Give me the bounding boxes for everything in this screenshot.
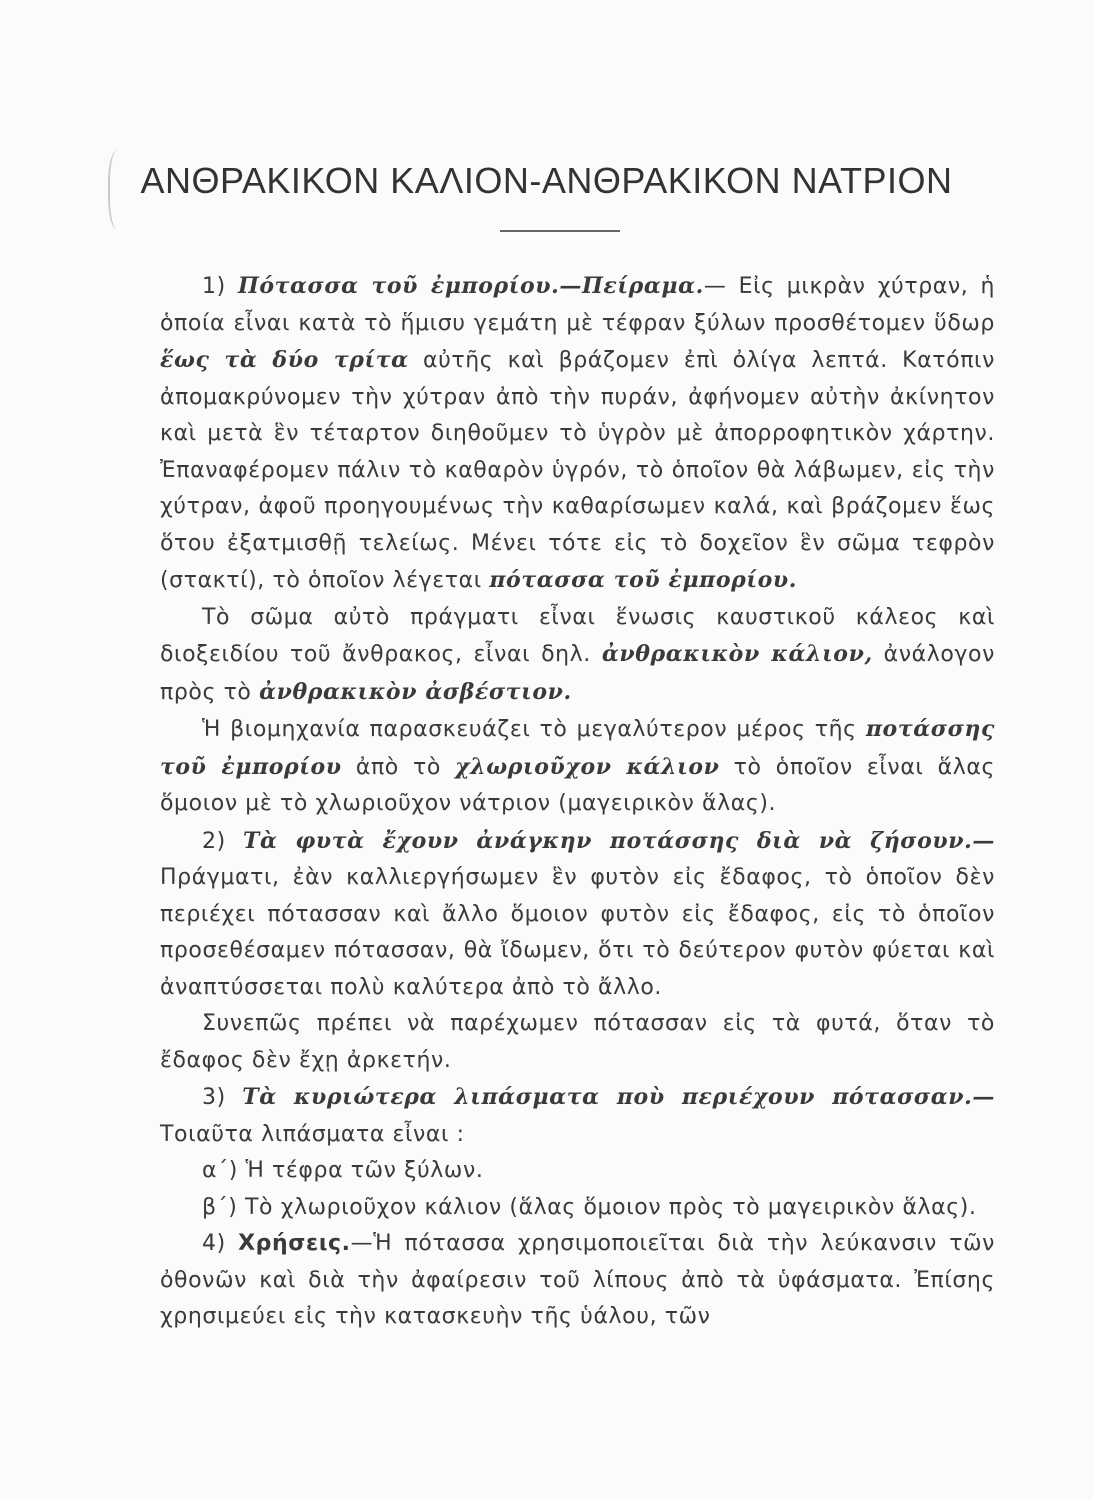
paragraph-4	[160, 823, 995, 1007]
section-heading: Τὰ κυριώτερα λιπάσματα ποὺ περιέχουν πότασσαν.—	[242, 1084, 996, 1110]
section-number: 2)	[202, 828, 226, 854]
section-number: 3)	[202, 1085, 226, 1110]
paragraph-2	[160, 600, 995, 712]
section-heading: Πότασσα τοῦ ἐμπορίου.—	[237, 273, 582, 299]
section-number: 4)	[202, 1231, 226, 1256]
paragraph-1	[160, 268, 995, 600]
paragraph-text: Τοιαῦτα λιπάσματα εἶναι :	[160, 1121, 465, 1147]
paragraph-text: Τὸ σῶμα αὐτὸ πράγματι εἶναι ἕνωσις καυστικοῦ κάλεος καὶ διοξειδίου τοῦ ἄνθρακος, εἶναι δηλ.	[160, 604, 995, 667]
section-heading: Τὰ φυτὰ ἔχουν ἀνάγκην ποτάσσης διὰ νὰ ζήσουν.—	[242, 827, 995, 854]
body-text	[160, 268, 995, 1336]
paragraph-text: —Ἡ πότασσα χρησιμοποιεῖται διὰ τὴν λεύκανσιν τῶν ὀθονῶν καὶ διὰ τὴν ἀφαίρεσιν τοῦ λίπους ἀπὸ τὰ ὑφάσματα. Ἐπίσης χρησιμεύει εἰς τὴν κατασκευὴν τῆς ὑάλου, τῶν	[160, 1231, 995, 1329]
page-title: ΑΝΘΡΑΚΙΚΟΝ ΚΑΛΙΟΝ-ΑΝΘΡΑΚΙΚΟΝ ΝΑΤΡΙΟΝ	[140, 160, 953, 201]
paragraph-text: Πράγματι, ἐὰν καλλιεργήσωμεν ἓν φυτὸν εἰς ἔδαφος, τὸ ὁποῖον δὲν περιέχει πότασσαν καὶ ἄλλο ὅμοιον φυτὸν εἰς ἔδαφος, εἰς τὸ ὁποῖον προσεθέσαμεν πότασσαν, θὰ ἴδωμεν, ὅτι τὸ δεύτερον φυτὸν φύεται καὶ ἀναπτύσσεται πολὺ καλύτερα ἀπὸ τὸ ἄλλο.	[160, 865, 995, 1000]
paragraph-text: ἀπὸ τὸ	[341, 754, 456, 780]
title-rule	[500, 230, 620, 232]
paragraph-text: ἀνάλογον πρὸς τὸ	[160, 642, 995, 705]
paragraph-text: αὐτῆς καὶ βράζομεν ἐπὶ ὀλίγα λεπτά. Κατόπιν ἀπομακρύνομεν τὴν χύτραν ἀπὸ τὴν πυράν, ἀφήνομεν αὐτὴν ἀκίνητον καὶ μετὰ ἓν τέταρτον διηθοῦμεν τὸ ὑγρὸν μὲ ἀπορροφητικὸν χάρτην. Ἐπαναφέρομεν πάλιν τὸ καθαρὸν ὑγρόν, τὸ ὁποῖον θὰ λάβωμεν, εἰς τὴν χύτραν, ἀφοῦ προηγουμένως τὴν καθαρίσωμεν καλά, καὶ βράζομεν ἕως ὅτου ἐξατμισθῇ τελείως. Μένει τότε εἰς τὸ δοχεῖον ἓν σῶμα τεφρὸν (στακτί), τὸ ὁποῖον λέγεται	[160, 348, 995, 593]
paragraph-3	[160, 711, 995, 823]
emphasis: ἕως τὰ δύο τρίτα	[160, 347, 409, 373]
list-item-a: α΄) Ἡ τέφρα τῶν ξύλων.	[202, 1158, 484, 1183]
emphasis: ἀνθρακικὸν κάλιον,	[601, 641, 873, 667]
paragraph-text: Συνεπῶς πρέπει νὰ παρέχωμεν πότασσαν εἰς τὰ φυτά, ὅταν τὸ ἔδαφος δὲν ἔχῃ ἀρκετήν.	[160, 1011, 995, 1073]
emphasis: ποτάσσης τοῦ ἐμπορίου	[160, 716, 995, 780]
paragraph-7	[160, 1226, 995, 1336]
paragraph-text: τὸ ὁποῖον εἶναι ἅλας ὅμοιον μὲ τὸ χλωριοῦχον νάτριον (μαγειρικὸν ἅλας).	[160, 754, 995, 816]
emphasis: χλωριοῦχον κάλιον	[455, 753, 720, 780]
paragraph-text: — Εἰς μικρὰν χύτραν, ἡ ὁποία εἶναι κατὰ τὸ ἥμισυ γεμάτη μὲ τέφραν ξύλων προσθέτομεν ὕδωρ	[160, 274, 996, 336]
paragraph-text: Ἡ βιομηχανία παρασκευάζει τὸ μεγαλύτερον μέρος τῆς	[202, 717, 866, 742]
paragraph-5	[160, 1006, 995, 1079]
section-number: 1)	[202, 274, 226, 299]
paragraph-6	[160, 1079, 995, 1153]
emphasis: πότασσα τοῦ ἐμπορίου.	[489, 567, 798, 593]
list-item-b: β΄) Τὸ χλωριοῦχον κάλιον (ἅλας ὅμοιον πρὸς τὸ μαγειρικὸν ἅλας).	[202, 1194, 977, 1220]
subheading: Πείραμα.	[582, 273, 704, 299]
emphasis: ἀνθρακικὸν ἀσβέστιον.	[259, 678, 572, 705]
section-heading: Χρήσεις.	[238, 1231, 351, 1256]
